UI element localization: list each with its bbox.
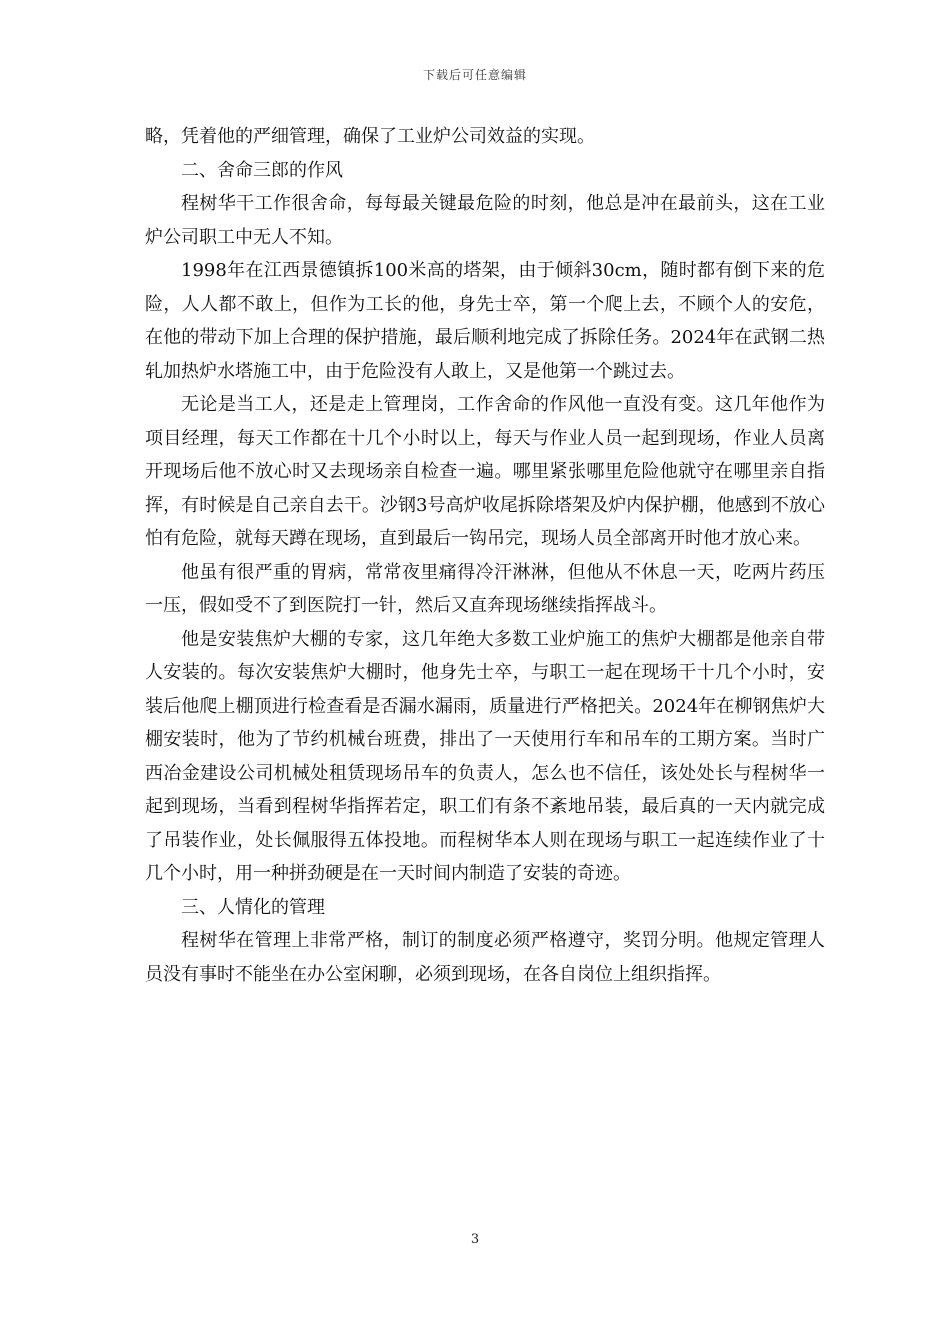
paragraph: 程树华在管理上非常严格，制订的制度必须严格遵守，奖罚分明。他规定管理人员没有事时不能坐在办公室闲聊，必须到现场，在各自岗位上组织指挥。 [145, 930, 825, 985]
paragraph: 他虽有很严重的胃病，常常夜里痛得冷汗淋淋，但他从不休息一天，吃两片药压一压，假如受不了到医院打一针，然后又直奔现场继续指挥战斗。 [145, 561, 825, 616]
header-note: 下载后可任意编辑 [422, 68, 527, 82]
paragraph: 1998年在江西景德镇拆100米高的塔架，由于倾斜30cm，随时都有倒下来的危险，人人都不敢上，但作为工长的他，身先士卒，第一个爬上去，不顾个人的安危，在他的带动下加上合理的保护措施，最后顺利地完成了拆除任务。2024年在武钢二热轧加热炉水塔施工中，由于危险没有人敢上，又是他第一个跳过去。 [145, 260, 825, 382]
paragraph: 无论是当工人，还是走上管理岗，工作舍命的作风他一直没有变。这几年他作为项目经理，每天工作都在十几个小时以上，每天与作业人员一起到现场，作业人员离开现场后他不放心时又去现场亲自检查一遍。哪里紧张哪里危险他就守在哪里亲自指挥，有时候是自己亲自去干。沙钢3号高炉收尾拆除塔架及炉内保护棚，他感到不放心怕有危险，就每天蹲在现场，直到最后一钩吊完，现场人员全部离开时他才放心来。 [145, 394, 825, 549]
body-text [145, 120, 825, 991]
section-heading-2: 二、舍命三郎的作风 [181, 159, 343, 181]
section-heading-3: 三、人情化的管理 [181, 896, 325, 918]
paragraph-continuation: 略，凭着他的严细管理，确保了工业炉公司效益的实现。 [145, 126, 595, 147]
paragraph: 他是安装焦炉大棚的专家，这几年绝大多数工业炉施工的焦炉大棚都是他亲自带人安装的。每次安装焦炉大棚时，他身先士卒，与职工一起在现场干十几个小时，安装后他爬上棚顶进行检查看是否漏水漏雨，质量进行严格把关。2024年在柳钢焦炉大棚安装时，他为了节约机械台班费，排出了一天使用行车和吊车的工期方案。当时广西冶金建设公司机械处租赁现场吊车的负责人，怎么也不信任，该处处长与程树华一起到现场，当看到程树华指挥若定，职工们有条不紊地吊装，最后真的一天内就完成了吊装作业，处长佩服得五体投地。而程树华本人则在现场与职工一起连续作业了十几个小时，用一种拼劲硬是在一天时间内制造了安装的奇迹。 [145, 628, 825, 884]
page-number: 3 [470, 1232, 480, 1247]
paragraph: 程树华干工作很舍命，每每最关键最危险的时刻，他总是冲在最前头，这在工业炉公司职工中无人不知。 [145, 193, 825, 248]
